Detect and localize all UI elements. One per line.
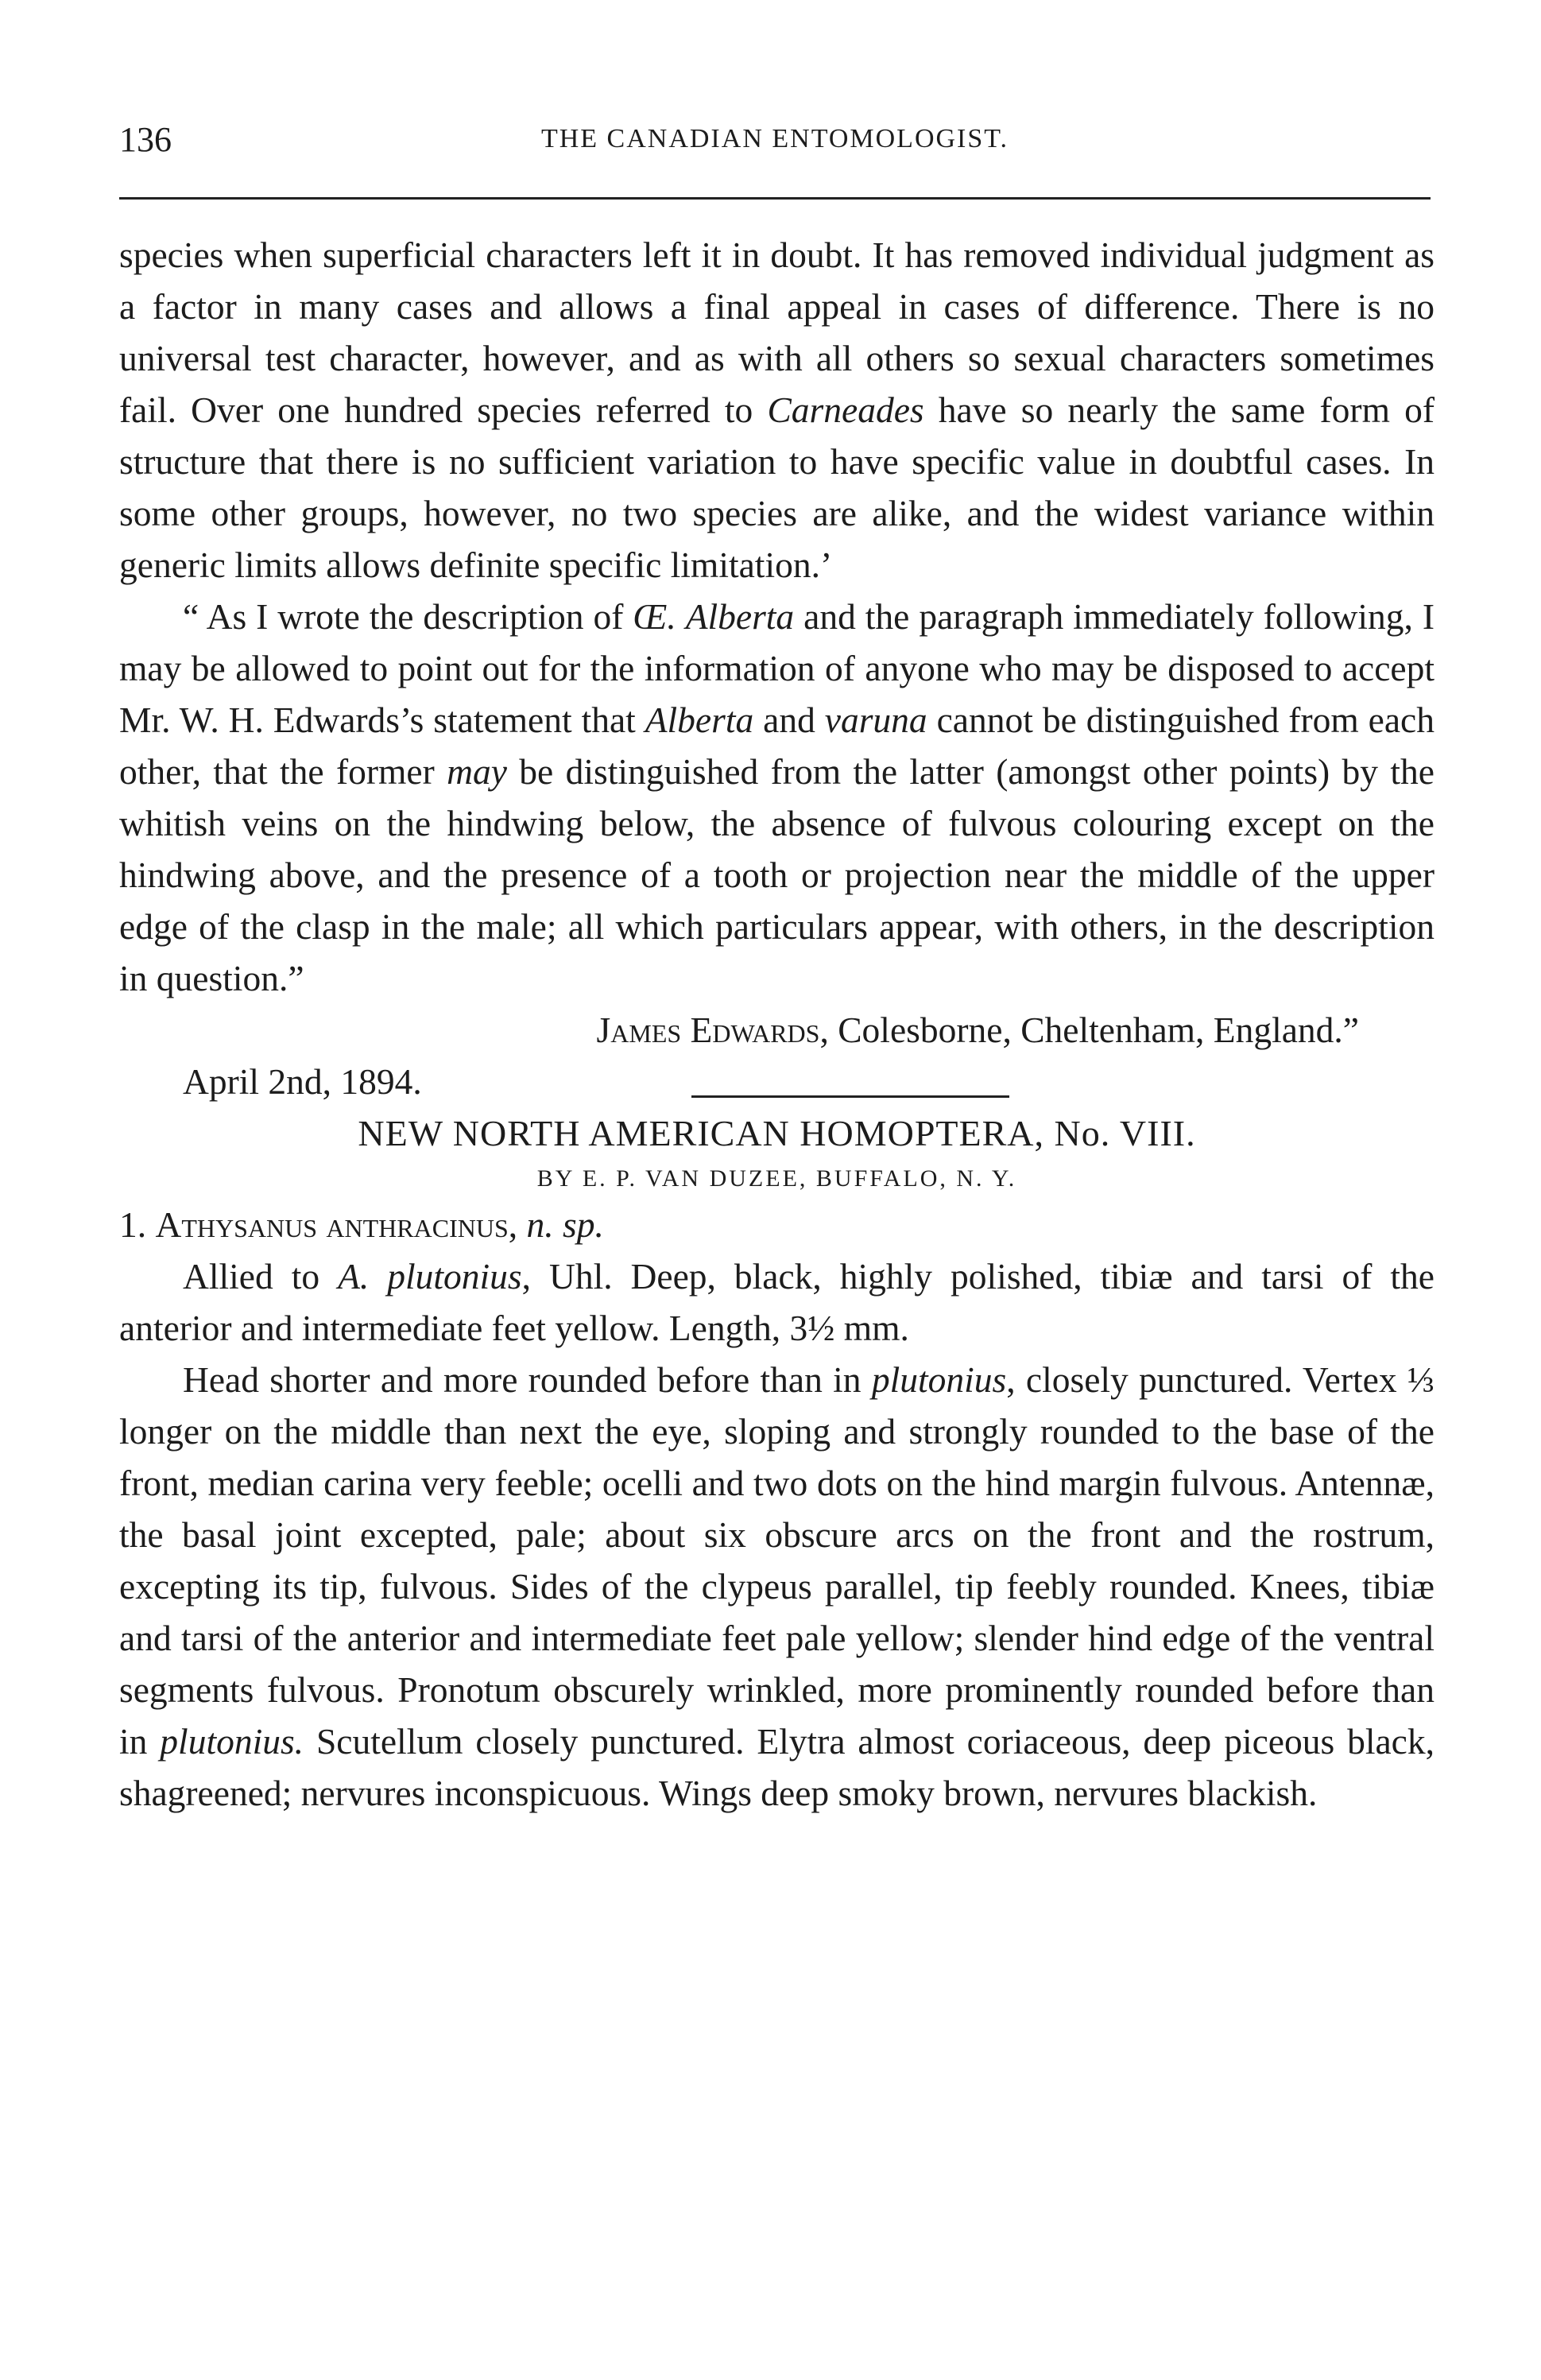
species-name: varuna [824,700,927,740]
emphasis: may [447,751,507,792]
species-heading: 1. Athysanus anthracinus, n. sp. [119,1204,604,1245]
text-run: Scutellum closely punctured. Elytra almost coriaceous, deep piceous black, shagreened; nervures inconspicuous. Wings deep smoky brown, nervures blackish. [119,1721,1435,1813]
author-name: James Edwards [596,1010,820,1050]
text-run: Allied to [183,1256,339,1297]
text-run: be distinguished from the latter (amongst other points) by the whitish veins on the hindwing below, the absence of fulvous colouring except on the hindwing above, and the presence of a tooth or projection near the middle of the upper edge of the clasp in the male; all which particulars appear, with others, in the description in question.” [119,751,1435,998]
text-run: have so nearly the same form of structure that there is no sufficient variation to have specific value in doubtful cases. In some other groups, however, no two species are alike, and the widest variance within generic limits allows definite specific limitation.’ [119,390,1435,585]
text-run: cannot be distinguished from each other, that the former [119,700,1435,792]
genus-abbreviation: Œ. [633,596,676,637]
section-divider [691,1095,1009,1098]
page-number: 136 [119,120,172,159]
quote-paragraph [119,591,1435,1004]
text-run: “ As I wrote the description of [183,596,633,637]
text-run: species when superficial characters left it in doubt. It has removed individual judgment as a factor in many cases and allows a final appeal in cases of difference. There is no universal test character, however, and as with all others so sexual characters sometimes fail. Over one hundred species referred to [119,235,1435,430]
species-reference: plutonius. [160,1721,304,1762]
text-run: and [753,700,825,740]
species-name: Alberta [645,700,754,740]
description-paragraph [119,1354,1435,1819]
species-designation: n. sp. [526,1204,604,1245]
species-reference: A. plutonius [338,1256,522,1297]
species-reference: plutonius [871,1359,1007,1400]
header-rule [119,197,1431,200]
description-paragraph [119,1250,1435,1354]
text-run: , Uhl. Deep, black, highly polished, tibiæ and tarsi of the anterior and intermediate feet yellow. Length, 3½ mm. [119,1256,1435,1348]
running-head [119,119,1431,167]
journal-title: THE CANADIAN ENTOMOLOGIST. [540,124,1009,153]
author-place: , Colesborne, Cheltenham, England.” [819,1010,1359,1050]
quote-paragraph-continued [119,229,1435,591]
species-title: Athysanus anthracinus [155,1204,509,1245]
species-number: 1. [119,1204,147,1245]
date-line [119,1056,1435,1107]
text-run: Head shorter and more rounded before than in [183,1359,872,1400]
page-body [119,229,1435,1819]
genus-name: Carneades [767,390,924,430]
article-title: NEW NORTH AMERICAN HOMOPTERA, No. VIII. [358,1113,1196,1153]
letter-date: April 2nd, 1894. [183,1061,422,1102]
article-byline: BY E. P. VAN DUZEE, BUFFALO, N. Y. [536,1165,1017,1192]
species-name: Alberta [685,596,795,637]
text-run: , closely punctured. Vertex ⅓ longer on the middle than next the eye, sloping and strongly rounded to the base of the front, median carina very feeble; ocelli and two dots on the hind margin fulvous. Antennæ, the basal joint excepted, pale; about six obscure arcs on the front and the rostrum, excepting its tip, fulvous. Sides of the clypeus parallel, tip feebly rounded. Knees, tibiæ and tarsi of the anterior and intermediate feet pale yellow; slender hind edge of the ventral segments fulvous. Pronotum obscurely wrinkled, more prominently rounded before than in [119,1359,1435,1762]
signature-line [119,1004,1435,1056]
text-run: and the paragraph immediately following, I may be allowed to point out for the information of anyone who may be disposed to accept Mr. W. H. Edwards’s statement that [119,596,1435,740]
